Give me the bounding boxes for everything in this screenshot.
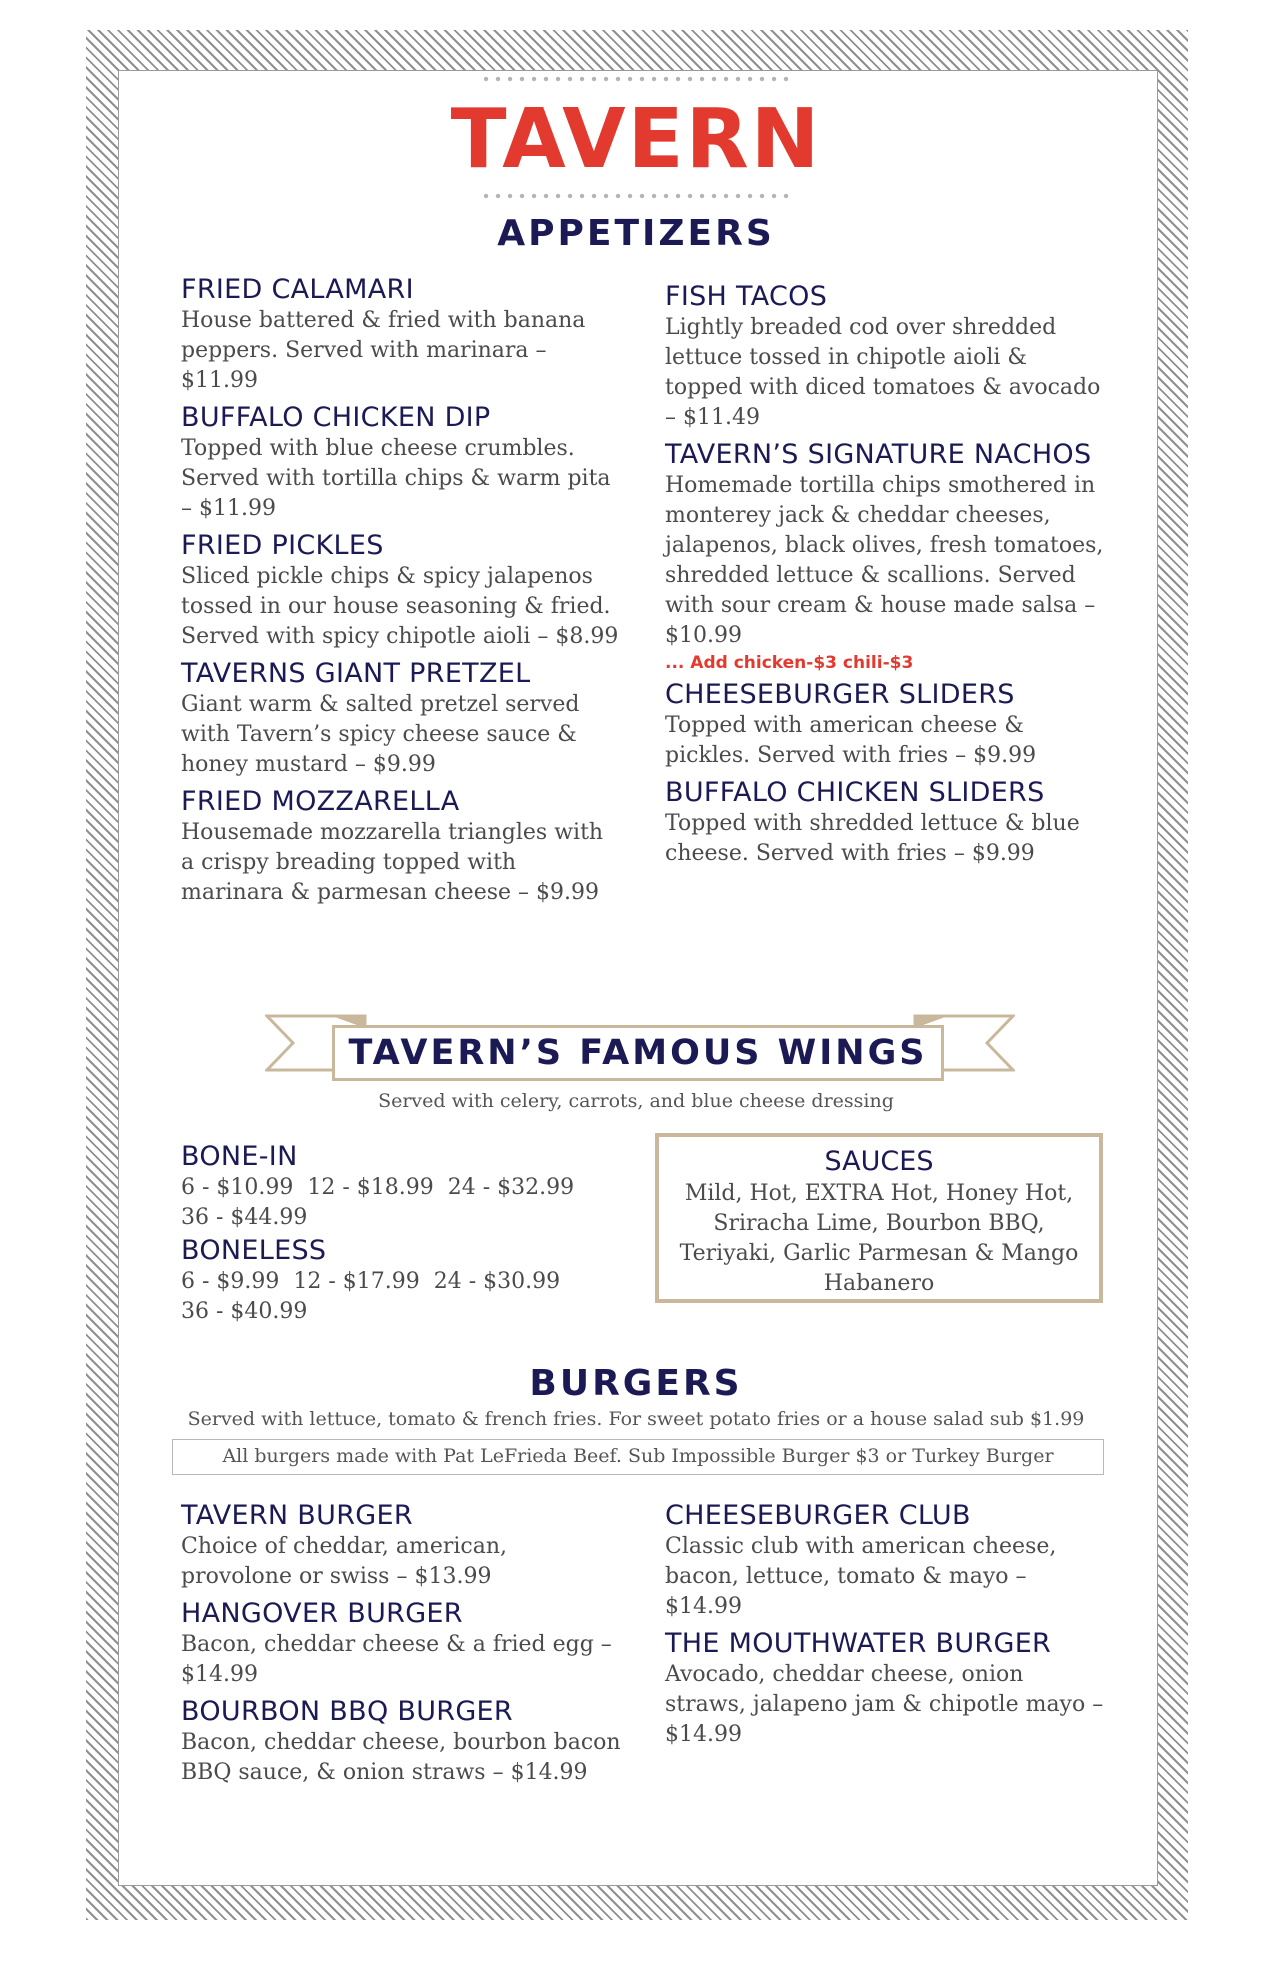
item-name: BOURBON BBQ BURGER (181, 1696, 513, 1727)
item-name: THE MOUTHWATER BURGER (665, 1628, 1052, 1659)
boneless-prices: 6 - $9.99 12 - $17.99 24 - $30.99 (181, 1269, 561, 1294)
menu-item (181, 530, 621, 652)
item-name: FRIED MOZZARELLA (181, 786, 460, 817)
item-description: Avocado, cheddar cheese, onion straws, jalapeno jam & chipotle mayo – $14.99 (665, 1662, 1104, 1747)
item-description: Classic club with american cheese, bacon, lettuce, tomato & mayo – $14.99 (665, 1534, 1057, 1619)
appetizers-right-column (665, 281, 1105, 875)
item-name: TAVERNS GIANT PRETZEL (181, 658, 531, 689)
menu-item (665, 679, 1105, 771)
item-description: Topped with blue cheese crumbles. Served with tortilla chips & warm pita – $11.99 (181, 436, 611, 521)
item-description: Choice of cheddar, american, provolone or swiss – $13.99 (181, 1534, 508, 1589)
item-name: TAVERN BURGER (181, 1500, 413, 1531)
bone-in-prices-extra: 36 - $44.99 (181, 1205, 308, 1230)
beef-note: All burgers made with Pat LeFrieda Beef. Sub Impossible Burger $3 or Turkey Burger (172, 1439, 1104, 1475)
menu-item (665, 1500, 1105, 1622)
item-name: CHEESEBURGER SLIDERS (665, 679, 1015, 710)
item-description: Sliced pickle chips & spicy jalapenos tossed in our house seasoning & fried. Served with spicy chipotle aioli – $8.99 (181, 564, 619, 649)
menu-item (665, 1628, 1105, 1750)
menu-item (181, 658, 621, 780)
bone-in-prices: 6 - $10.99 12 - $18.99 24 - $32.99 (181, 1175, 575, 1200)
item-name: FISH TACOS (665, 281, 828, 312)
item-name: FRIED PICKLES (181, 530, 384, 561)
burgers-left-column (181, 1500, 621, 1794)
item-name: CHEESEBURGER CLUB (665, 1500, 971, 1531)
boneless-prices-extra: 36 - $40.99 (181, 1299, 308, 1324)
item-description: Giant warm & salted pretzel served with Tavern’s spicy cheese sauce & honey mustard – $9.99 (181, 692, 580, 777)
menu-item (181, 1500, 621, 1592)
menu-item (665, 281, 1105, 433)
item-name: BUFFALO CHICKEN SLIDERS (665, 777, 1045, 808)
sauces-box (655, 1133, 1103, 1303)
item-description: Topped with american cheese & pickles. Served with fries – $9.99 (665, 713, 1037, 768)
item-name: FRIED CALAMARI (181, 274, 414, 305)
appetizers-heading: APPETIZERS (497, 213, 775, 254)
sauces-title: SAUCES (824, 1146, 934, 1177)
item-description: Homemade tortilla chips smothered in monterey jack & cheddar cheeses, jalapenos, black olives, fresh tomatoes, shredded lettuce & scallions. Served with sour cream & house made salsa – $10.99 (665, 473, 1104, 648)
burgers-heading: BURGERS (529, 1363, 743, 1404)
menu-item (181, 1696, 621, 1788)
wings-subtitle: Served with celery, carrots, and blue cheese dressing (378, 1090, 894, 1112)
burgers-subtitle: Served with lettuce, tomato & french fries. For sweet potato fries or a house salad sub $1.99 (187, 1408, 1085, 1430)
item-description: Bacon, cheddar cheese, bourbon bacon BBQ sauce, & onion straws – $14.99 (181, 1730, 621, 1785)
menu-item (181, 402, 621, 524)
menu-item (665, 777, 1105, 869)
item-name: TAVERN’S SIGNATURE NACHOS (665, 439, 1092, 470)
item-description: Topped with shredded lettuce & blue cheese. Served with fries – $9.99 (665, 811, 1080, 866)
item-description: Lightly breaded cod over shredded lettuce tossed in chipotle aioli & topped with diced tomatoes & avocado – $11.49 (665, 315, 1101, 430)
brand-title: TAVERN (450, 92, 822, 187)
item-name: HANGOVER BURGER (181, 1598, 463, 1629)
item-name: BUFFALO CHICKEN DIP (181, 402, 491, 433)
dotted-divider-bottom (480, 193, 794, 199)
item-description: House battered & fried with banana peppers. Served with marinara – $11.99 (181, 308, 586, 393)
bone-in-label: BONE-IN (181, 1141, 298, 1172)
boneless-label: BONELESS (181, 1235, 327, 1266)
dotted-divider-top (480, 76, 794, 82)
item-description: Housemade mozzarella triangles with a crispy breading topped with marinara & parmesan cheese – $9.99 (181, 820, 604, 905)
add-on-note: ... Add chicken-$3 chili-$3 (665, 653, 914, 673)
appetizers-left-column (181, 274, 621, 914)
sauces-list: Mild, Hot, EXTRA Hot, Honey Hot, Sriracha Lime, Bourbon BBQ, Teriyaki, Garlic Parmesan & Mango Habanero (679, 1181, 1079, 1296)
wings-heading: TAVERN’S FAMOUS WINGS (332, 1025, 944, 1081)
menu-item (181, 274, 621, 396)
item-description: Bacon, cheddar cheese & a fried egg – $14.99 (181, 1632, 612, 1687)
menu-item (665, 439, 1105, 675)
wings-prices (181, 1141, 641, 1327)
burgers-right-column (665, 1500, 1105, 1756)
menu-item (181, 786, 621, 908)
menu-item (181, 1598, 621, 1690)
